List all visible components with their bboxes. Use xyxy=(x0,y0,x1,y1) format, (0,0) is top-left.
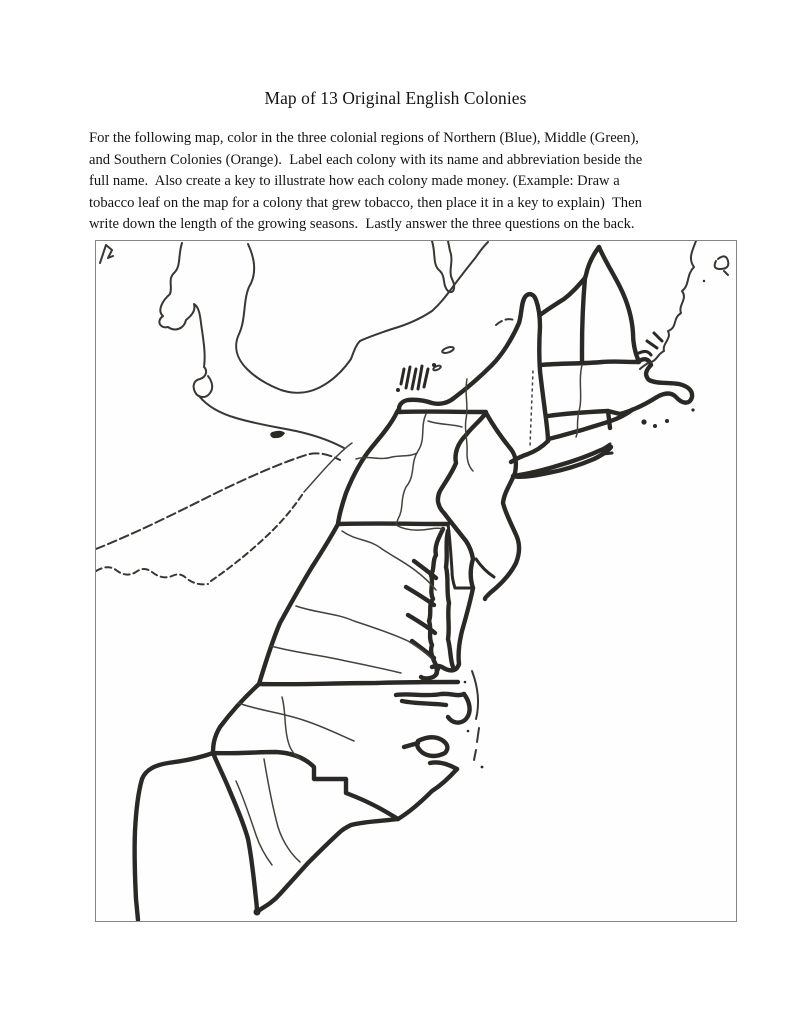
instructions-paragraph xyxy=(89,128,719,236)
hudson-river xyxy=(465,379,473,471)
potomac-river xyxy=(342,531,436,590)
lake-erie-south-shore xyxy=(96,453,340,549)
coast-speckle xyxy=(703,280,705,282)
roanoke-river xyxy=(271,646,401,673)
georgia-west-border xyxy=(135,753,213,920)
ohio-country-shoreline xyxy=(96,492,304,584)
instruction-line: and Southern Colonies (Orange). Label each colony with its name and abbreviation beside the xyxy=(89,151,643,168)
lake-ontario-island xyxy=(442,346,455,354)
instruction-line: full name. Also create a key to illustrate how each colony made money. (Example: Draw a xyxy=(89,173,620,190)
lake-ontario-north-shore xyxy=(360,242,488,341)
map-corner-squiggle xyxy=(100,245,113,263)
new-jersey-coast xyxy=(485,413,519,599)
pee-dee-river xyxy=(264,759,300,862)
outer-banks-sounds xyxy=(396,671,483,819)
connecticut-river xyxy=(576,365,582,437)
long-point-peninsula xyxy=(270,431,285,438)
canada-45th-parallel-border xyxy=(540,278,585,315)
colonies-map-frame xyxy=(95,240,737,922)
georgian-bay-shore xyxy=(236,244,360,393)
south-carolina-coast xyxy=(257,819,398,913)
maine-west-border xyxy=(582,247,599,362)
coast-corner-island xyxy=(715,256,729,275)
appalachian-western-boundary xyxy=(213,409,399,753)
allegheny-river xyxy=(304,443,352,492)
savannah-river-mouth xyxy=(254,909,261,916)
massachusetts-north-border xyxy=(541,362,638,365)
virginia-north-carolina-border xyxy=(259,682,458,684)
lake-huron-bruce-peninsula xyxy=(159,243,212,397)
thirteen-colonies-outline-map xyxy=(96,241,736,921)
nc-river-north xyxy=(238,703,354,741)
maine-coast-scribbles xyxy=(639,333,662,355)
rhode-island-islands xyxy=(641,408,694,428)
page-title: Map of 13 Original English Colonies xyxy=(264,88,527,108)
mohawk-river xyxy=(428,421,462,427)
north-carolina-south-carolina-border xyxy=(213,752,398,819)
st-lawrence-arc xyxy=(496,319,514,325)
instruction-line: For the following map, color in the three colonial regions of Northern (Blue), Middle (Green), xyxy=(89,130,639,146)
new-brunswick-coast xyxy=(640,241,696,369)
finger-lakes xyxy=(396,363,436,392)
hudson-champlain-corridor xyxy=(530,371,533,446)
lake-erie-north-shore xyxy=(199,396,344,448)
hampton-roads-capes xyxy=(421,667,437,679)
massachusetts-coast-cape-cod xyxy=(620,359,692,414)
instruction-line: write down the length of the growing seasons. Lastly answer the three questions on the back. xyxy=(89,216,635,233)
chesapeake-bay-west-shore xyxy=(429,529,443,669)
instruction-line: tobacco leaf on the map for a colony that grew tobacco, then place it in a key to explain) Then xyxy=(89,194,642,211)
nc-river-coastal xyxy=(282,697,300,759)
delaware-bay-inner-shore xyxy=(476,559,494,577)
maine-east-border xyxy=(599,247,639,362)
long-island xyxy=(513,447,611,477)
st-lawrence-peninsula xyxy=(432,241,454,292)
james-river xyxy=(296,606,432,659)
susquehanna-river xyxy=(396,414,443,530)
savannah-river-border xyxy=(213,753,257,913)
